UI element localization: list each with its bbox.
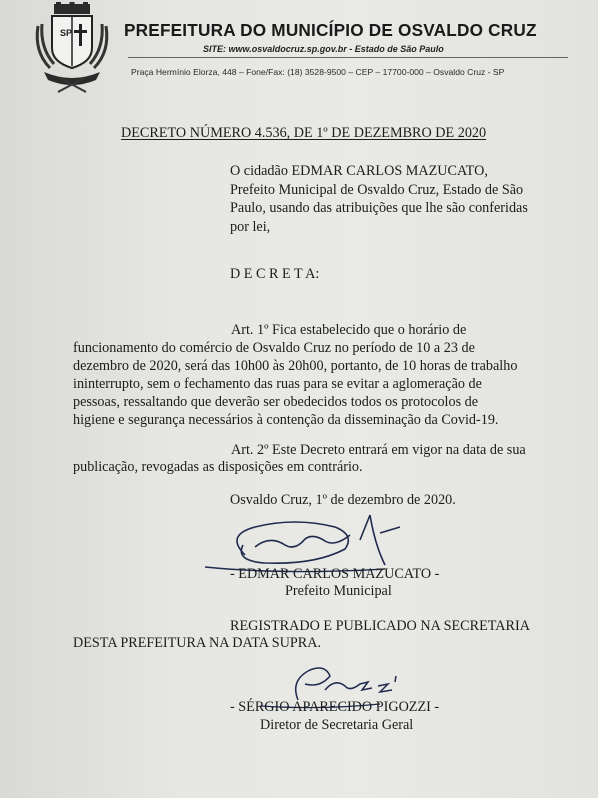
registration-line: DESTA PREFEITURA NA DATA SUPRA. — [73, 635, 322, 651]
article-1-line: pessoas, ressaltando que deverão ser obedecidos todos os protocolos de — [73, 394, 479, 410]
site-line — [203, 44, 444, 54]
decreta-heading: D E C R E T A: — [230, 266, 320, 282]
address-line: Praça Hermínio Elorza, 448 – Fone/Fax: (18) 3528-9500 – CEP – 17700-000 – Osvaldo Cruz - SP — [131, 67, 505, 77]
article-2-line: Art. 2º Este Decreto entrará em vigor na data de sua — [231, 442, 526, 458]
site-label: SITE: — [203, 44, 227, 54]
preamble-line: por lei, — [230, 219, 271, 235]
preamble-line: Paulo, usando das atribuições que lhe são conferidas — [230, 200, 528, 216]
article-1-line: Art. 1º Fica estabelecido que o horário de — [231, 322, 467, 338]
article-1-line: funcionamento do comércio de Osvaldo Cruz no período de 10 a 23 de — [73, 340, 475, 356]
site-state: - Estado de São Paulo — [346, 44, 444, 54]
article-1-line: higiene e segurança necessários à contenção da disseminação da Covid-19. — [73, 412, 499, 428]
preamble-line: O cidadão EDMAR CARLOS MAZUCATO, — [230, 163, 488, 179]
article-1-line: ininterrupto, sem o fechamento das ruas para se evitar a aglomeração de — [73, 376, 482, 392]
mayor-name: - EDMAR CARLOS MAZUCATO - — [230, 566, 440, 582]
municipal-coat-of-arms-icon — [30, 2, 114, 94]
municipality-title: PREFEITURA DO MUNICÍPIO DE OSVALDO CRUZ — [124, 20, 537, 40]
registration-line: REGISTRADO E PUBLICADO NA SECRETARIA — [230, 618, 530, 634]
svg-text:SP: SP — [60, 28, 73, 38]
mayor-role: Prefeito Municipal — [285, 583, 392, 599]
secretary-name: - SÉRGIO APARECIDO PIGOZZI - — [230, 699, 440, 715]
secretary-role: Diretor de Secretaria Geral — [260, 717, 414, 733]
header-divider — [128, 57, 568, 58]
article-1-line: dezembro de 2020, será das 10h00 às 20h00, portanto, de 10 horas de trabalho — [73, 358, 518, 374]
site-url: www.osvaldocruz.sp.gov.br — [228, 44, 347, 54]
decree-title: DECRETO NÚMERO 4.536, DE 1º DE DEZEMBRO DE 2020 — [121, 125, 487, 141]
article-2-line: publicação, revogadas as disposições em contrário. — [73, 459, 363, 475]
date-place: Osvaldo Cruz, 1º de dezembro de 2020. — [230, 492, 456, 508]
preamble-line: Prefeito Municipal de Osvaldo Cruz, Estado de São — [230, 182, 524, 198]
